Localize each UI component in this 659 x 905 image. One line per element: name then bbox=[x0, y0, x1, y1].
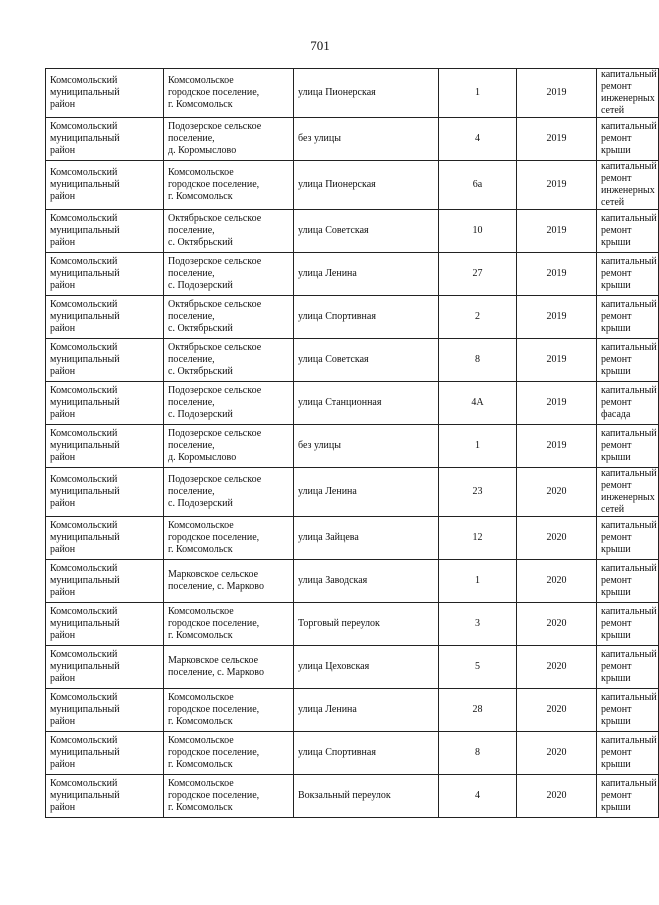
table-row bbox=[46, 689, 659, 732]
house-number-cell: 5 bbox=[439, 646, 517, 689]
year-cell: 2019 bbox=[517, 118, 597, 161]
settlement-cell: Подозерское сельское поселение, с. Подозерский bbox=[164, 468, 294, 517]
settlement-cell: Комсомольское городское поселение, г. Комсомольск bbox=[164, 69, 294, 118]
year-cell: 2019 bbox=[517, 69, 597, 118]
work-type-cell: капитальный ремонт инженерных сетей bbox=[597, 69, 659, 118]
street-cell: улица Пионерская bbox=[294, 69, 439, 118]
district-cell: Комсомольский муниципальный район bbox=[46, 646, 164, 689]
district-cell: Комсомольский муниципальный район bbox=[46, 69, 164, 118]
table-row bbox=[46, 603, 659, 646]
street-cell: улица Спортивная bbox=[294, 732, 439, 775]
street-cell: улица Цеховская bbox=[294, 646, 439, 689]
table-row bbox=[46, 382, 659, 425]
settlement-cell: Подозерское сельское поселение, с. Подозерский bbox=[164, 382, 294, 425]
district-cell: Комсомольский муниципальный район bbox=[46, 118, 164, 161]
district-cell: Комсомольский муниципальный район bbox=[46, 517, 164, 560]
table-row bbox=[46, 69, 659, 118]
work-type-cell: капитальный ремонт крыши bbox=[597, 339, 659, 382]
work-type-cell: капитальный ремонт крыши bbox=[597, 517, 659, 560]
house-number-cell: 6а bbox=[439, 161, 517, 210]
year-cell: 2020 bbox=[517, 603, 597, 646]
settlement-cell: Октябрьское сельское поселение, с. Октябрьский bbox=[164, 210, 294, 253]
street-cell: без улицы bbox=[294, 425, 439, 468]
street-cell: улица Станционная bbox=[294, 382, 439, 425]
house-number-cell: 1 bbox=[439, 69, 517, 118]
year-cell: 2019 bbox=[517, 339, 597, 382]
house-number-cell: 2 bbox=[439, 296, 517, 339]
house-number-cell: 12 bbox=[439, 517, 517, 560]
year-cell: 2020 bbox=[517, 732, 597, 775]
house-number-cell: 1 bbox=[439, 425, 517, 468]
work-type-cell: капитальный ремонт крыши bbox=[597, 425, 659, 468]
settlement-cell: Подозерское сельское поселение, д. Коромыслово bbox=[164, 425, 294, 468]
work-type-cell: капитальный ремонт крыши bbox=[597, 775, 659, 818]
district-cell: Комсомольский муниципальный район bbox=[46, 560, 164, 603]
district-cell: Комсомольский муниципальный район bbox=[46, 296, 164, 339]
street-cell: без улицы bbox=[294, 118, 439, 161]
house-number-cell: 10 bbox=[439, 210, 517, 253]
table-row bbox=[46, 775, 659, 818]
year-cell: 2020 bbox=[517, 560, 597, 603]
street-cell: улица Советская bbox=[294, 339, 439, 382]
table-row bbox=[46, 210, 659, 253]
house-number-cell: 8 bbox=[439, 339, 517, 382]
repair-schedule-table bbox=[45, 68, 659, 818]
district-cell: Комсомольский муниципальный район bbox=[46, 775, 164, 818]
year-cell: 2020 bbox=[517, 646, 597, 689]
year-cell: 2020 bbox=[517, 775, 597, 818]
settlement-cell: Комсомольское городское поселение, г. Комсомольск bbox=[164, 732, 294, 775]
table-row bbox=[46, 517, 659, 560]
table-row bbox=[46, 339, 659, 382]
district-cell: Комсомольский муниципальный район bbox=[46, 603, 164, 646]
house-number-cell: 4 bbox=[439, 775, 517, 818]
work-type-cell: капитальный ремонт крыши bbox=[597, 560, 659, 603]
year-cell: 2019 bbox=[517, 425, 597, 468]
settlement-cell: Октябрьское сельское поселение, с. Октябрьский bbox=[164, 339, 294, 382]
work-type-cell: капитальный ремонт крыши bbox=[597, 603, 659, 646]
district-cell: Комсомольский муниципальный район bbox=[46, 425, 164, 468]
street-cell: улица Зайцева bbox=[294, 517, 439, 560]
work-type-cell: капитальный ремонт крыши bbox=[597, 118, 659, 161]
table-row bbox=[46, 161, 659, 210]
settlement-cell: Комсомольское городское поселение, г. Комсомольск bbox=[164, 603, 294, 646]
table-row bbox=[46, 560, 659, 603]
year-cell: 2020 bbox=[517, 517, 597, 560]
house-number-cell: 28 bbox=[439, 689, 517, 732]
work-type-cell: капитальный ремонт крыши bbox=[597, 296, 659, 339]
table-row bbox=[46, 425, 659, 468]
table-row bbox=[46, 468, 659, 517]
work-type-cell: капитальный ремонт фасада bbox=[597, 382, 659, 425]
district-cell: Комсомольский муниципальный район bbox=[46, 210, 164, 253]
district-cell: Комсомольский муниципальный район bbox=[46, 732, 164, 775]
house-number-cell: 1 bbox=[439, 560, 517, 603]
year-cell: 2019 bbox=[517, 382, 597, 425]
house-number-cell: 23 bbox=[439, 468, 517, 517]
work-type-cell: капитальный ремонт крыши bbox=[597, 646, 659, 689]
year-cell: 2019 bbox=[517, 161, 597, 210]
settlement-cell: Комсомольское городское поселение, г. Комсомольск bbox=[164, 775, 294, 818]
table-row bbox=[46, 118, 659, 161]
street-cell: улица Ленина bbox=[294, 689, 439, 732]
district-cell: Комсомольский муниципальный район bbox=[46, 689, 164, 732]
year-cell: 2019 bbox=[517, 253, 597, 296]
settlement-cell: Марковское сельское поселение, с. Марково bbox=[164, 560, 294, 603]
district-cell: Комсомольский муниципальный район bbox=[46, 468, 164, 517]
settlement-cell: Комсомольское городское поселение, г. Комсомольск bbox=[164, 161, 294, 210]
house-number-cell: 27 bbox=[439, 253, 517, 296]
district-cell: Комсомольский муниципальный район bbox=[46, 161, 164, 210]
house-number-cell: 8 bbox=[439, 732, 517, 775]
settlement-cell: Марковское сельское поселение, с. Марково bbox=[164, 646, 294, 689]
district-cell: Комсомольский муниципальный район bbox=[46, 253, 164, 296]
district-cell: Комсомольский муниципальный район bbox=[46, 382, 164, 425]
settlement-cell: Комсомольское городское поселение, г. Комсомольск bbox=[164, 689, 294, 732]
house-number-cell: 4 bbox=[439, 118, 517, 161]
work-type-cell: капитальный ремонт инженерных сетей bbox=[597, 468, 659, 517]
work-type-cell: капитальный ремонт крыши bbox=[597, 689, 659, 732]
work-type-cell: капитальный ремонт крыши bbox=[597, 253, 659, 296]
street-cell: улица Спортивная bbox=[294, 296, 439, 339]
year-cell: 2020 bbox=[517, 468, 597, 517]
house-number-cell: 3 bbox=[439, 603, 517, 646]
street-cell: улица Советская bbox=[294, 210, 439, 253]
work-type-cell: капитальный ремонт крыши bbox=[597, 210, 659, 253]
settlement-cell: Подозерское сельское поселение, с. Подозерский bbox=[164, 253, 294, 296]
table-body bbox=[46, 69, 659, 818]
year-cell: 2020 bbox=[517, 689, 597, 732]
street-cell: Вокзальный переулок bbox=[294, 775, 439, 818]
table-row bbox=[46, 296, 659, 339]
table-row bbox=[46, 646, 659, 689]
year-cell: 2019 bbox=[517, 296, 597, 339]
street-cell: улица Ленина bbox=[294, 253, 439, 296]
street-cell: Торговый переулок bbox=[294, 603, 439, 646]
settlement-cell: Подозерское сельское поселение, д. Коромыслово bbox=[164, 118, 294, 161]
street-cell: улица Ленина bbox=[294, 468, 439, 517]
district-cell: Комсомольский муниципальный район bbox=[46, 339, 164, 382]
year-cell: 2019 bbox=[517, 210, 597, 253]
work-type-cell: капитальный ремонт крыши bbox=[597, 732, 659, 775]
street-cell: улица Заводская bbox=[294, 560, 439, 603]
table-row bbox=[46, 732, 659, 775]
settlement-cell: Комсомольское городское поселение, г. Комсомольск bbox=[164, 517, 294, 560]
work-type-cell: капитальный ремонт инженерных сетей bbox=[597, 161, 659, 210]
page-number: 701 bbox=[310, 38, 330, 53]
house-number-cell: 4А bbox=[439, 382, 517, 425]
settlement-cell: Октябрьское сельское поселение, с. Октябрьский bbox=[164, 296, 294, 339]
table-row bbox=[46, 253, 659, 296]
street-cell: улица Пионерская bbox=[294, 161, 439, 210]
